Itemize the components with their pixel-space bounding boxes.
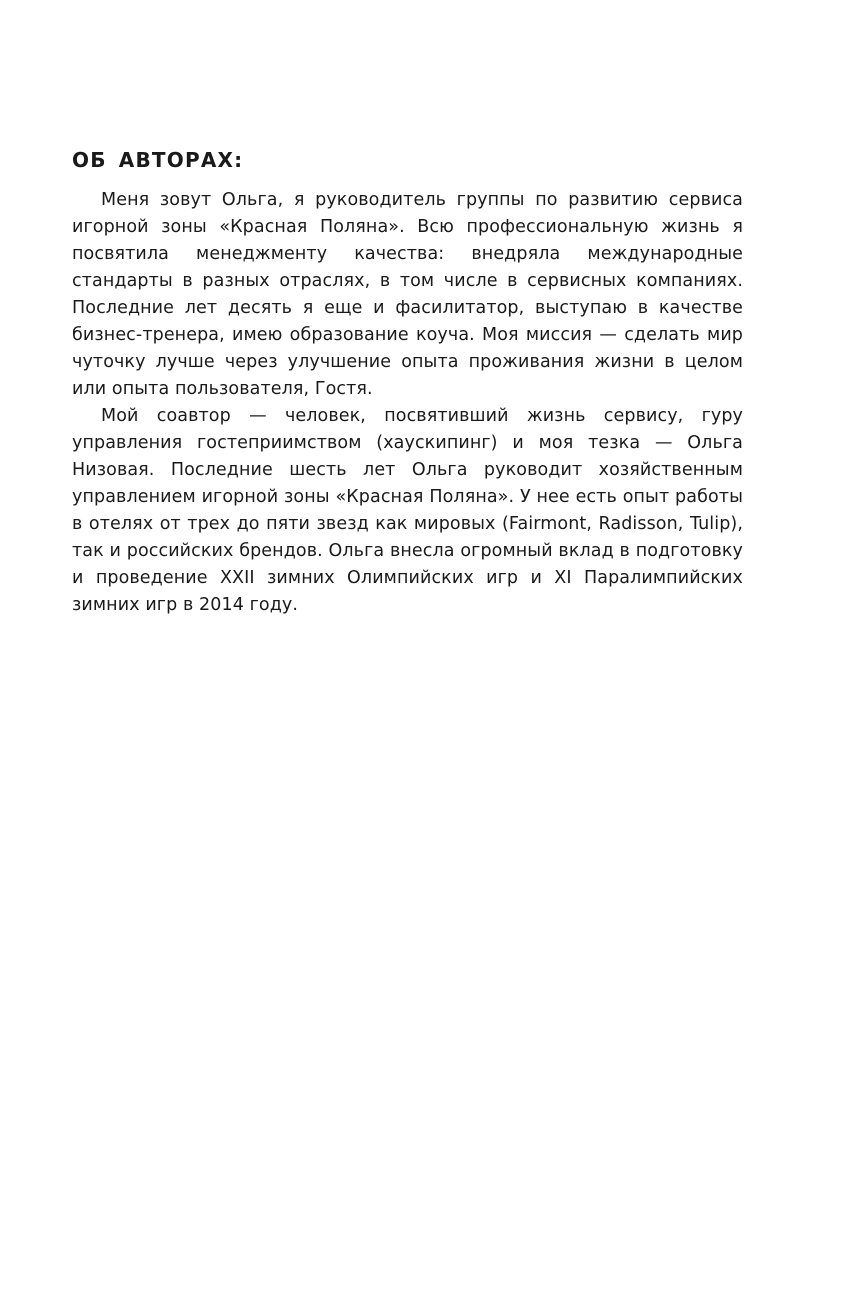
paragraph-1: Меня зовут Ольга, я руководитель группы по развитию сервиса игорной зоны «Красная Поляна». Всю профессиональную жизнь я посвятила менеджменту качества: внедряла международные стандарты в разных отраслях, в том числе в сервисных компаниях. Последние лет десять я еще и фасилитатор, выступаю в качестве бизнес-тренера, имею образование коуча. Моя миссия — сделать мир чуточку лучше через улучшение опыта проживания жизни в целом или опыта пользователя, Гостя. [72, 190, 743, 399]
document-page [72, 147, 743, 619]
paragraph-2: Мой соавтор — человек, посвятивший жизнь сервису, гуру управления гостеприимством (хаускипинг) и моя тезка — Ольга Низовая. Последние шесть лет Ольга руководит хозяйственным управлением игорной зоны «Красная Поляна». У нее есть опыт работы в отелях от трех до пяти звезд как мировых (Fairmont, Radisson, Tulip), так и российских брендов. Ольга внесла огромный вклад в подготовку и проведение XXII зимних Олимпийских игр и XI Паралимпийских зимних игр в 2014 году. [72, 406, 743, 615]
section-title: ОБ АВТОРАХ: [72, 148, 244, 172]
